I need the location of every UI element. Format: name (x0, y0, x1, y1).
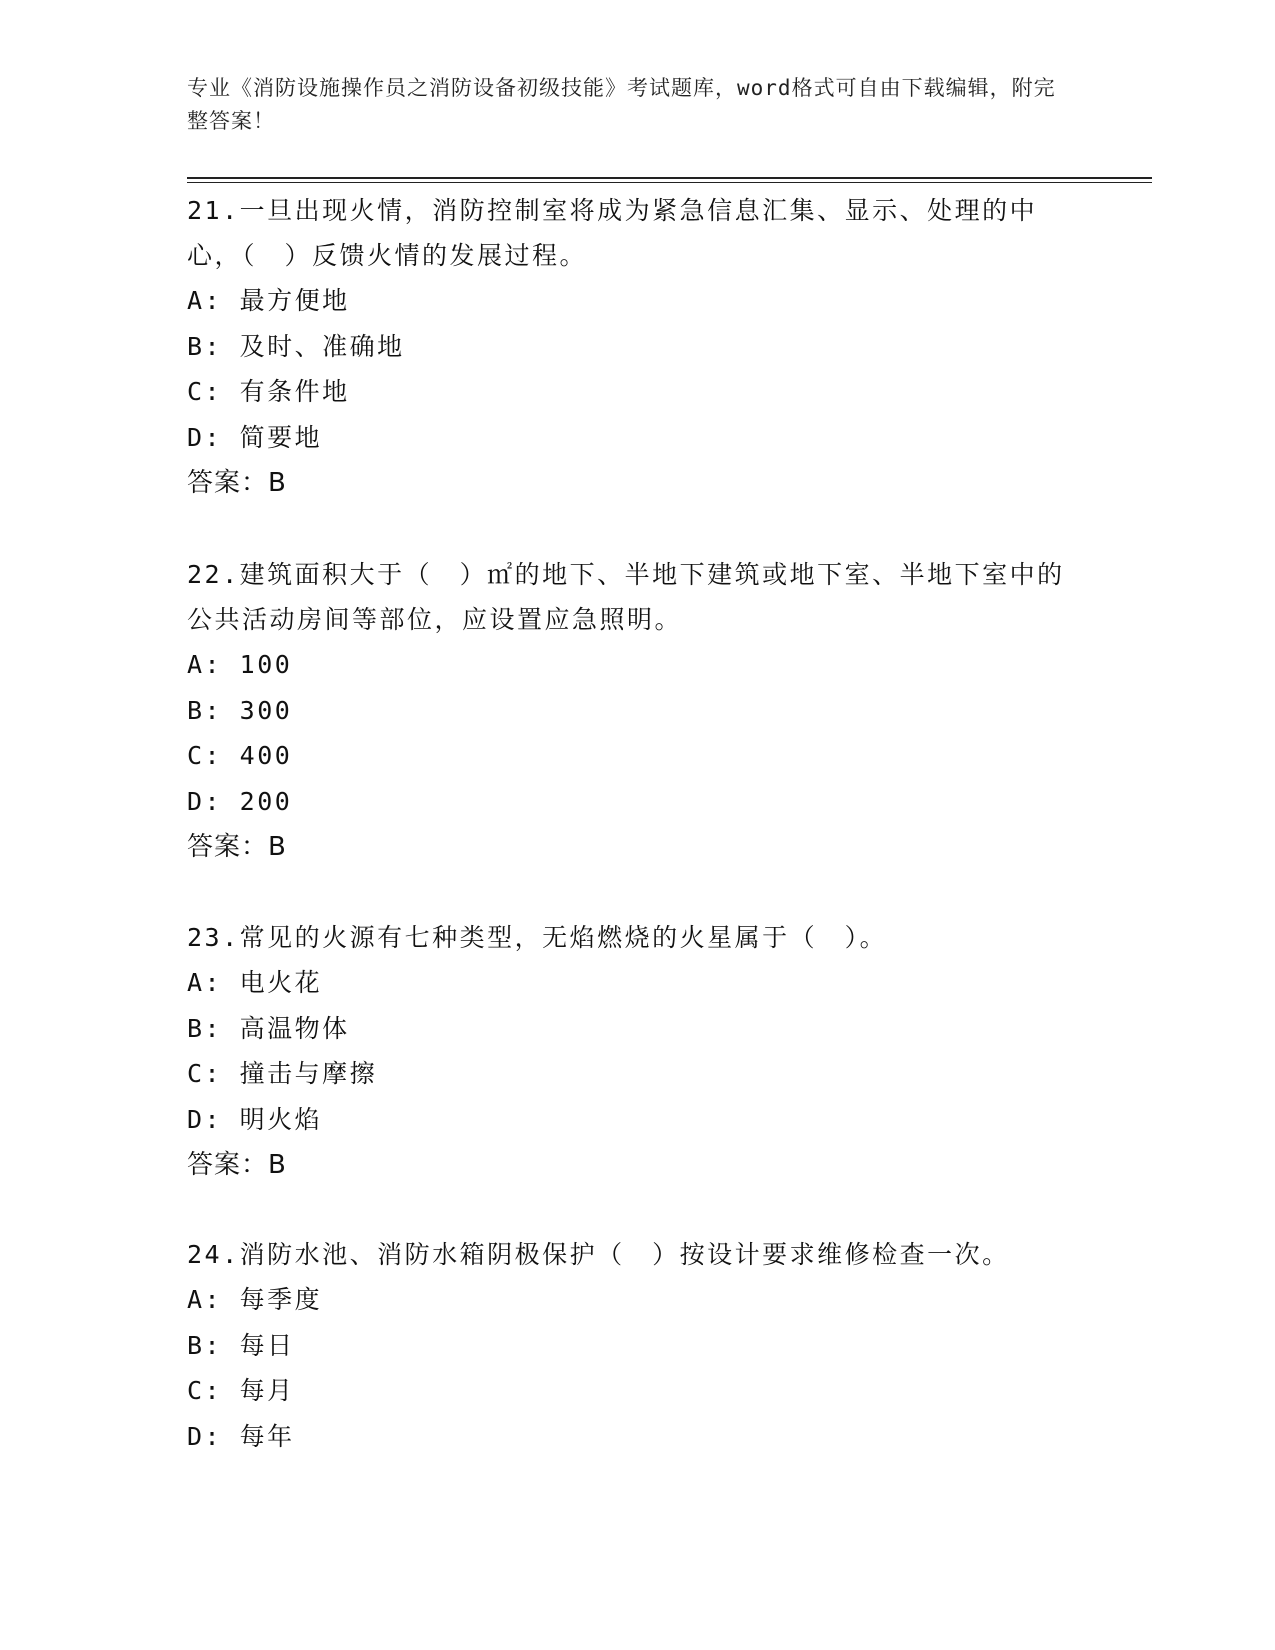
option-b: B: 高温物体 (187, 1013, 350, 1043)
option-d: D: 200 (187, 786, 293, 816)
question-stem: 22.建筑面积大于（ ）㎡的地下、半地下建筑或地下室、半地下室中的公共活动房间等部位，应设置应急照明。 (187, 560, 1065, 634)
option-d: D: 简要地 (187, 422, 323, 452)
header-rule-thin (187, 182, 1152, 183)
header-rule-thick (187, 177, 1152, 179)
option-c: C: 有条件地 (187, 377, 350, 406)
question-23 (187, 915, 1087, 1188)
option-d: D: 明火焰 (187, 1104, 323, 1134)
question-stem: 21.一旦出现火情，消防控制室将成为紧急信息汇集、显示、处理的中心，（ ）反馈火情的发展过程。 (187, 196, 1038, 270)
option-a: A: 每季度 (187, 1285, 323, 1314)
option-c: C: 400 (187, 741, 293, 770)
option-c: C: 每月 (187, 1376, 295, 1405)
answer-line: 答案：B (187, 468, 287, 498)
answer-line: 答案：B (187, 832, 287, 862)
option-b: B: 及时、准确地 (187, 331, 405, 361)
option-a: A: 100 (187, 650, 293, 679)
option-c: C: 撞击与摩擦 (187, 1059, 378, 1088)
question-stem: 24.消防水池、消防水箱阴极保护（ ）按设计要求维修检查一次。 (187, 1240, 1010, 1269)
question-stem: 23.常见的火源有七种类型，无焰燃烧的火星属于（ ）。 (187, 923, 888, 952)
question-24 (187, 1232, 1087, 1459)
question-21 (187, 188, 1087, 506)
option-b: B: 每日 (187, 1330, 295, 1360)
option-b: B: 300 (187, 695, 293, 725)
answer-line: 答案：B (187, 1150, 287, 1180)
question-22 (187, 552, 1087, 870)
option-a: A: 最方便地 (187, 286, 350, 315)
option-d: D: 每年 (187, 1421, 295, 1451)
document-header: 专业《消防设施操作员之消防设备初级技能》考试题库，word格式可自由下载编辑，附完整答案！ (187, 76, 1056, 133)
option-a: A: 电火花 (187, 968, 323, 997)
